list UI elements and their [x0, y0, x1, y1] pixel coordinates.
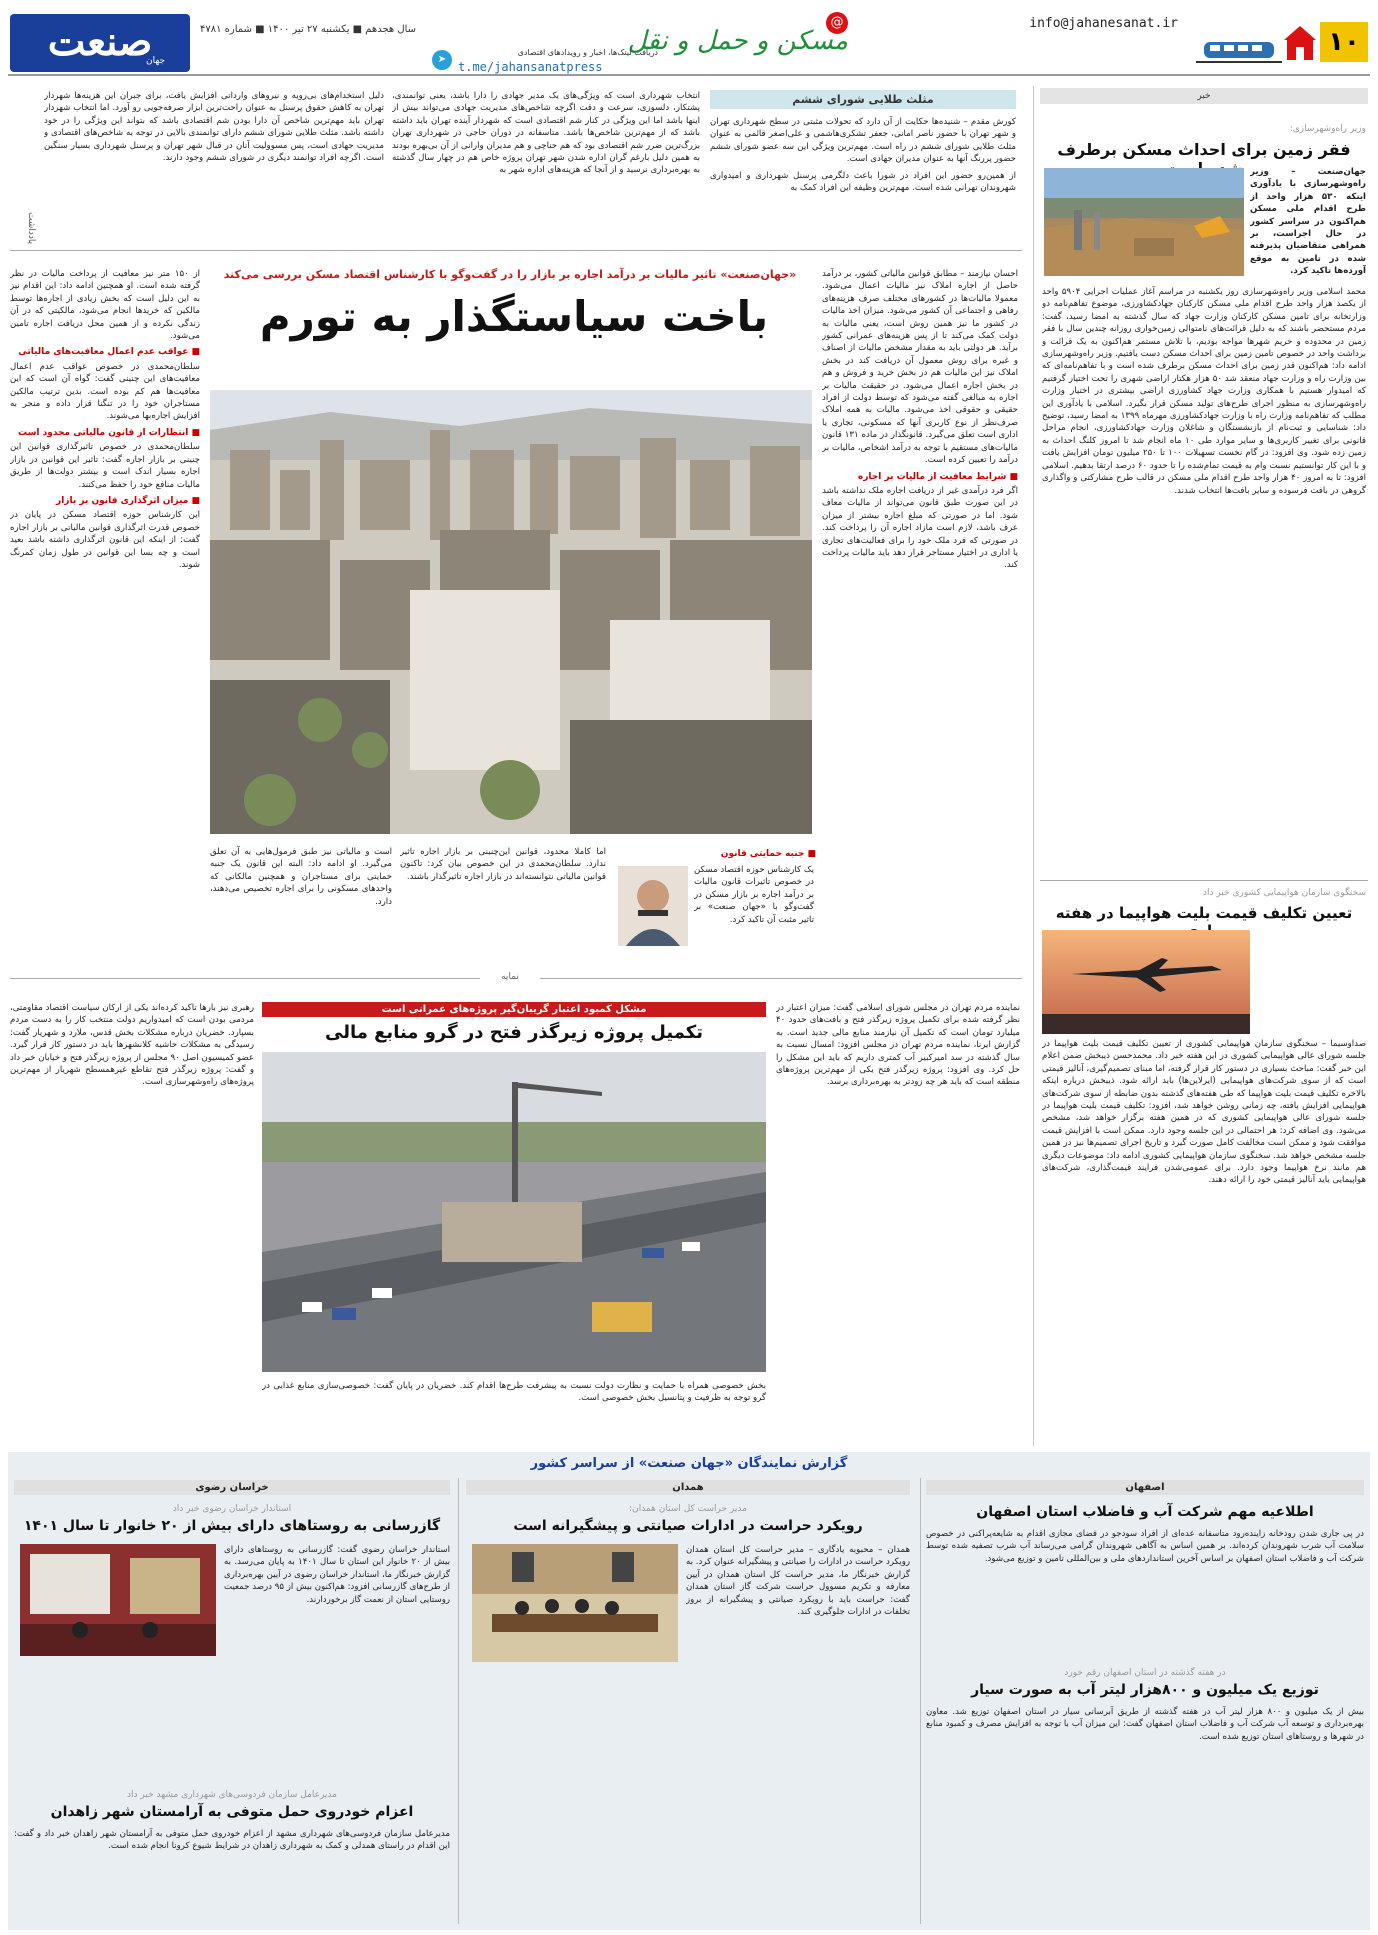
right-top-lead: جهان‌صنعت – وزیر راه‌وشهرسازی با یادآوری اینکه ۵۳۰ هزار واحد از طرح اقدام ملی مسکن هم‌اکنون در سراسر کشور در حال اجراست، بر همراهی متقاضیان پذیرفته شده در تامین به موقع آورده‌ها تاکید کرد. — [1250, 167, 1366, 277]
right-divider — [1040, 880, 1368, 881]
middle-bottom: بخش خصوصی همراه با حمایت و نظارت دولت نسبت به پیشرفت طرح‌ها اقدام کند. خضریان در پایان گفت: خصوصی‌سازی منابع غذایی در گرو توجه به ظرفیت و پتانسیل بخش خصوصی است. — [262, 1381, 766, 1404]
right-mid-text: صداوسیما – سخنگوی سازمان هواپیمایی کشوری از تعیین تکلیف قیمت بلیت هواپیما در جلسه شورای عالی هواپیمایی کشوری در این هفته خبر داد. محمدحسن ذیبخش ضمن اعلام این خبر گفت: مباحث بسیاری در دستور کار قرار گرفته، اما مبنای تصمیم‌گیری، آنالیز قیمتی است که از سوی شرکت‌های هواپیمایی (ایرلاین‌ها) باید ارائه شود. ذیبخش درباره اینکه بالاخره تکلیف قیمت بلیت هواپیما که طی هفته‌های گذشته بدون ضابطه از سوی شرکت‌های هواپیمایی افزایش یافته، چه زمانی روشن خواهد شد، افزود: تکلیف قیمت بلیت هواپیما در جلسه شورای عالی هواپیمایی کشوری که در همین هفته برگزار خواهد شد، مشخص می‌شود. وی اضافه کرد: هر احتمالی در این جلسه وجود دارد. ممکن است با افزایش قیمت موافقت شود و ممکن است مخالفت کامل صورت گیرد و تاریخ اجرای تصمیم‌ها نیز در همین جلسه مشخص خواهد شد. سخنگوی سازمان هواپیمایی کشوری ادامه داد: موضوعات دیگری هم مانند نرخ هواپیما وجود دارد. برای عمومی‌شدن فرایند قیمت‌گذاری، شرکت‌های هواپیمایی باید آنالیز قیمتی خود را ارائه دهند. — [1042, 1039, 1366, 1186]
ceremony-photo — [20, 1544, 216, 1656]
isfahan-tag: اصفهان — [926, 1480, 1364, 1495]
main-col-2-subhead-1: ■ عواقب عدم اعمال معافیت‌های مالیاتی — [10, 346, 200, 358]
isfahan-body-1: در پی جاری شدن رودخانه زاینده‌رود متاسفانه عده‌ای از افراد سودجو در فضای مجازی اقدام به شایعه‌پراکنی در خصوص سلامت آب شرب شهروندان کرده‌اند. بر همین اساس به آگاهی شهروندان گرامی می‌رساند آب شرب تصفیه شده توسط شرکت آب و فاضلاب استان اصفهان بر اساس آخرین استانداردهای ملی و بین‌المللی تامین و توزیع می‌شود. — [926, 1529, 1364, 1564]
main-col-2-para-d: این کارشناس حوزه اقتصاد مسکن در پایان در خصوص قدرت اثرگذاری قوانین مالیاتی بر بازار اجاره گفت: از اینکه این قانون اثرگذاری داشته باشد بعید است و چه بسا این قوانین در طول زمان کمرنگ شوند. — [10, 510, 200, 570]
editorial-side-tag: یادداشت — [26, 211, 36, 244]
isfahan-body-2: بیش از یک میلیون و ۸۰۰ هزار لیتر آب در هفته گذشته از طریق آبرسانی سیار در استان اصفهان توزیع شد. معاون بهره‌برداری و توسعه آب شرکت آب و فاضلاب استان اصفهان گفت: این میزان آب با توجه به افزایش مصرف و کمبود منابع در شهرها و روستاهای استان توزیع شده است. — [926, 1707, 1364, 1742]
hamedan-body: همدان – محبوبه یادگاری – مدیر حراست کل استان همدان رویکرد حراست در ادارات را صیانتی و پیشگیرانه عنوان کرد. به گزارش خبرنگار ما، مدیر حراست کل استان همدان در آیین معارفه و تکریم مسوول حراست شرکت گاز استان همدان گفت: حراست باید با رویکرد صیانتی و پیشگیرانه از بروز تخلفات در ادارات جلوگیری کند. — [686, 1545, 910, 1618]
main-story-tag: «جهان‌صنعت» تاثیر مالیات بر درآمد اجاره بر بازار را در گفت‌وگو با کارشناس اقتصاد مسکن بررسی می‌کند — [223, 268, 797, 281]
right-top-kicker: وزیر راه‌وشهرسازی: — [1289, 124, 1366, 134]
footer-rule-2 — [458, 1478, 459, 1924]
khorasan-headline-2: اعزام خودروی حمل متوفی به آرامستان شهر زاهدان — [50, 1804, 414, 1820]
isfahan-kicker: در هفته گذشته در استان اصفهان رقم خورد — [1064, 1668, 1226, 1678]
section-title: مسکن و حمل و نقل — [627, 26, 848, 56]
main-col-2-subhead-3: ■ میزان اثرگذاری قانون بر بازار — [10, 495, 200, 507]
main-col-1-para-b: اگر فرد درآمدی غیر از دریافت اجاره ملک نداشته باشد در این صورت طبق قانون می‌تواند از مالیات معاف شود. اما در صورتی که مبلغ اجاره بیشتر از میزان عرف باشد، لازم است مازاد اجاره آن را پرداخت کند. در صورتی که فرد ملک خود را برای فعالیت‌های تجاری یا اداری در اختیار مستاجر قرار دهد باید مالیات پرداخت کند. — [822, 485, 1018, 571]
main-col-2 — [10, 268, 200, 968]
main-bottom-2: است و مالیاتی نیز طبق فرمول‌هایی به آن تعلق می‌گیرد. او ادامه داد: البته این قانون یک جنبه حمایتی برای مستاجران و همچنین مالکانی که واحدهای مسکونی را برای اجاره تخصیص می‌دهند، دارد. — [210, 847, 392, 907]
main-col-1-subhead: ■ شرایط معافیت از مالیات بر اجاره — [822, 471, 1018, 483]
house-train-icon — [1196, 18, 1316, 68]
meeting-photo — [472, 1544, 678, 1662]
main-col-2-para-b: سلطان‌محمدی در خصوص عواقب عدم اعمال معافیت‌های این چنینی گفت: گواه آن است که این معافیت‌ها هم کم بوده است. بدین ترتیب مالکین مستاجران خود را در تنگنا قرار داده و منجر به افزایش اجاره‌بها می‌شوند. — [10, 361, 200, 422]
main-col-1 — [822, 268, 1018, 968]
hamedan-tag: همدان — [466, 1480, 910, 1495]
editorial-text-3: انتخاب شهرداری است که ویژگی‌های یک مدیر جهادی را دارا باشد، یعنی توانمندی، پشتکار، دلسوزی، سرعت و دقت اگرچه شاخص‌های مدیریت جهادی می‌تواند بیش از اینها باشد اما این ویژگی در کنار شم اقتصادی است که شهردار آینده تهران باید داشته باشد که از مهم‌ترین شاخص‌ها باشد. متاسفانه در دوران حاجی در شهرداری تهران بزرگ‌ترین ضرر شم اقتصادی بود که هم حناچی و هم مدیران وارانی از آن بی‌بهره بودند به همین دلیل بارغم گران اداره شدن شهر تهران پروژه خاص هم در چهار سال گذشته به بهره‌برداری نرسید و از آنجا که هزینه‌های اداره شهر به — [392, 91, 700, 176]
middle-redbar: مشکل کمبود اعتبار گریبان‌گیر پروژه‌های عمرانی است — [262, 1002, 766, 1017]
logo-text: صنعت — [47, 18, 153, 65]
right-top-headline: فقر زمین برای احداث مسکن برطرف — [1057, 140, 1351, 159]
editorial-box-title: مثلث طلایی شورای ششم — [710, 90, 1016, 109]
middle-right-col: نماینده مردم تهران در مجلس شورای اسلامی گفت: میزان اعتبار در نظر گرفته شده برای تکمیل پروژه زیرگذر فتح و بافت‌های حدود ۴۰ میلیارد تومان است که تکمیل آن نیازمند منابع مالی جدید است. به گزارش ایرنا، نماینده مردم تهران در مجلس افزود: امسال نسبت به سال گذشته در سد امیرکبیر آب کمتری داریم که باید این مشکل را حل کرد. وی افزود: پروژه زیرگذر فتح یکی از مهم‌ترین پروژه‌های منطقه است که باید هر چه زودتر به بهره‌برداری برسد. — [776, 1003, 1020, 1088]
khorasan-body-2: مدیرعامل سازمان فردوسی‌های شهرداری مشهد از اعزام خودروی حمل متوفی به آرامستان شهر زاهدان خبر داد و گفت: این اقدام در راستای همدلی و کمک به شهرداری زاهدان در شرایط شیوع کرونا انجام شده است. — [14, 1829, 450, 1852]
khorasan-kicker-2: مدیرعامل سازمان فردوسی‌های شهرداری مشهد خبر داد — [127, 1790, 337, 1800]
right-mid-headline: تعیین تکلیف قیمت بلیت هواپیما در هفته — [1055, 904, 1353, 922]
middle-left-col: رهبری نیز بارها تاکید کرده‌اند یکی از ارکان سیاست اقتصاد مقاومتی، مردمی بودن است که امیدواریم دولت منتخب کار را به دست مردم بسپارد. خضریان درباره مشکلات بخش قدس، ملارد و شهریار گفت: رسیدگی به مشکلات حاشیه کلانشهرها باید در دستور کار قرار گیرد. عضو کمیسیون اصل ۹۰ مجلس از پروژه زیرگذر فتح و خیابان خبر داد و گفت: پروژه زیرگذر فتح تقاطع غیرهمسطح شهریار از مهم‌ترین پروژه‌های راه‌وشهرسازی است. — [10, 1003, 254, 1088]
main-story-headline: باخت سیاستگذار به تورم — [259, 292, 769, 341]
interview-text: یک کارشناس حوزه اقتصاد مسکن در خصوص تاثیرات قانون مالیات بر درآمد اجاره بر بازار مسکن در گفت‌وگو با «جهان صنعت» بر تاثیر مثبت آن تاکید کرد. — [694, 865, 814, 925]
email-address[interactable]: info@jahanesanat.ir — [1029, 16, 1178, 31]
expert-portrait — [618, 866, 688, 946]
interview-box — [616, 846, 816, 970]
footer-title: گزارش نمایندگان «جهان صنعت» از سراسر کشور — [530, 1456, 848, 1471]
editorial-para-1: کورش مقدم – شنیده‌ها حکایت از آن دارد که تحولات مثبتی در سطح شهرداری تهران و شهر تهران با حضور ناصر امانی، جعفر تشکری‌هاشمی و علی‌اصغر قائمی به عنوان مثلث طلایی شورای ششم در راه است. مهم‌ترین ویژگی این سه عضو شورای ششم حضور پررنگ آنها به عنوان مدیران جهادی است. — [710, 117, 1016, 165]
editorial-divider — [10, 250, 1022, 251]
telegram-caption: دریافت لینک‌ها، اخبار و رویدادهای اقتصادی — [517, 48, 658, 57]
right-top-body: محمد اسلامی وزیر راه‌وشهرسازی روز یکشنبه در مراسم آغاز عملیات اجرایی ۵۹۰۴ واحد از یکصد هزار واحد طرح اقدام ملی مسکن کارکنان جهادکشاورزی، موضوع تفاهم‌نامه دو وزارتخانه برای تامین مسکن کارکنان وزارت جهاد که سال گذشته به امضا رسید، گفت: مردم مستحضر باشند که به دلیل قرائت‌های نامتوالی زمین‌خواری روزانه چندین سال با فقر زمین در محدوده و حریم شهرها مواجه بودیم، با تلاش مستمر هم‌اکنون به یک قرائت و برداشت واحد در خصوص تامین زمین برای احداث مسکن دست یافتیم. وزیر راه‌وشهرسازی ادامه داد: هم‌اکنون قدر زمین برای احداث مسکن برطرف شده است و با تفاهم‌نامه‌ای که بین وزارت راه و وزارت جهاد منعقد شد ۵۰ هزار هکتار اراضی شهری را تحت اختیار گرفتیم که امیدوار هستیم با همکاری وزارت جهاد کشاورزی اراضی بیشتری در اختیار وزارت راه‌وشهرسازی به منظور اجرای طرح‌های تولید مسکن قرار بگیرد. اسلامی با یادآوری این مطلب که تفاهم‌نامه وزارت راه با وزارت جهادکشاورزی مهرماه ۱۳۹۹ به امضا رسید، توضیح داد: شناسایی و ثبت‌نام از بازنشستگان و شاغلان وزارت جهادکشاورزی، انجام مراحل قانونی برای تغییر کاربری‌ها و سایر موارد طی ۱۰ ماه انجام شد تا امروز کلنگ احداث به زمین زده شود. وی افزود: در گام نخست تسهیلات ۱۰۰ تا ۲۵۰ میلیون تومان افزایش یافت و با این کار توانستیم نسبت وام به قیمت تمام‌شده را تا حدود ۶۰ درصد ارتقا بدهیم. اسلامی افزود: تا به امروز ۴۰ هزار واحد طرح اقدام ملی مسکن در قالب طرح مشارکتی و واگذاری گروهی در بافت فرسوده و سایر بافت‌ها انتخاب شدند. — [1042, 287, 1366, 496]
editorial-para-2: از همین‌رو حضور این افراد در شورا باعث دلگرمی پرسنل شهرداری و امیدواری شهروندان تهرانی شده است. مهم‌ترین وظیفه این افراد کمک به — [710, 170, 1016, 194]
right-mid-body — [1256, 930, 1366, 1034]
editorial-text-4: دلیل استخدام‌های بی‌رویه و نیروهای وارداتی افزایش یافت، برای جبران این هزینه‌ها شهردار تهران به کاهش حقوق پرسنل به عنوان راحت‌ترین ابزار صرفه‌جویی رو آورد. اما انتخاب شهردار تهران باید مهم‌ترین شاخص آن دارا بودن شم اقتصادی باشد که بتواند این ویژگی را در خود داشته باشد. مثلث طلایی شورای ششم دارای توانمندی بالایی در توجه به شاخص‌های اقتصادی و مدیریت جهادی است، پس مسوولیت آنان در قبال شهر تهران و پرسنل شهرداری بسیار سنگین است. اگرچه افراد توانمند دیگری در شورای ششم وجود دارند. — [44, 91, 384, 164]
khorasan-tag: خراسان رضوی — [14, 1480, 450, 1495]
logo-subtitle: جهان — [146, 56, 166, 66]
telegram-link[interactable]: t.me/jahansanatpress — [458, 60, 603, 74]
isfahan-headline-1: اطلاعیه مهم شرکت آب و فاضلاب استان اصفهان — [976, 1504, 1314, 1520]
telegram-icon: ➤ — [432, 50, 452, 70]
header-rule — [8, 74, 1370, 76]
editorial-text-1 — [710, 116, 1016, 244]
highway-construction-photo — [262, 1052, 766, 1372]
hamedan-headline: رویکرد حراست در ادارات صیانتی و پیشگیرانه است — [513, 1518, 863, 1534]
hamedan-body-lower — [472, 1668, 678, 1920]
page-number: ۱۰ — [1320, 22, 1368, 62]
right-news-label: خبر — [1040, 88, 1368, 104]
main-col-2-para: از ۱۵۰ متر نیز معافیت از پرداخت مالیات در نظر گرفته شده است. او همچنین ادامه داد: این اقدام نیز به این دلیل است که بخش زیادی از اجاره‌ها توسط مالکین که خریدها انجام می‌شود، مالکیتی که در آن زندگی نکرده و از همین محل دریافت اجاره تامین می‌شود. — [10, 269, 200, 342]
email-icon: @ — [826, 12, 848, 34]
hamedan-kicker: مدیر حراست کل استان همدان: — [629, 1504, 747, 1514]
right-mid-kicker: سخنگوی سازمان هواپیمایی کشوری خبر داد — [1202, 888, 1366, 898]
main-bottom-1: اما کاملا محدود، قوانین این‌چنینی بر بازار اجاره تاثیر ندارد. سلطان‌محمدی در این خصوص بیان کرد: تاکنون قوانین مالیاتی نتوانسته‌اند در بازار اجاره تاثیرگذار باشند. — [400, 847, 606, 882]
middle-tag: نمایه — [480, 972, 540, 982]
main-col-2-para-c: سلطان‌محمدی در خصوص تاثیرگذاری قوانین این چنینی بر بازار اجاره گفت: تاثیر این قوانین در بازار اجاره بسیار اندک است و بیشتر دولت‌ها از طریق مالیات منافع خود را حفظ می‌کنند. — [10, 442, 200, 490]
khorasan-headline-1: گازرسانی به روستاهای دارای بیش از ۲۰ خانوار تا سال ۱۴۰۱ — [23, 1518, 441, 1534]
middle-headline: تکمیل پروژه زیرگذر فتح در گرو منابع مالی — [325, 1022, 703, 1043]
right-column-rule — [1033, 86, 1034, 1446]
isfahan-headline-2: توزیع یک میلیون و ۸۰۰هزار لیتر آب به صورت سیار — [971, 1682, 1319, 1698]
tehran-skyline-photo — [210, 390, 812, 834]
khorasan-body-1: استاندار خراسان رضوی گفت: گازرسانی به روستاهای دارای بیش از ۲۰ خانوار این استان تا سال ۱۴۰۱ به پایان می‌رسد. به گزارش خبرنگار ما، استاندار خراسان رضوی در آیین بهره‌برداری از طرح‌های گازرسانی افزود: هم‌اکنون بیش از ۹۵ درصد جمعیت روستایی استان از نعمت گاز برخوردارند. — [224, 1545, 450, 1605]
main-col-1-para: احسان نیازمند – مطابق قوانین مالیاتی کشور، بر درآمد حاصل از اجاره املاک نیز مالیات اعمال می‌شود. معمولا مالیات‌ها در کشورهای مختلف صرف هزینه‌های رفاهی و اجتماعی آن کشور می‌شود. میزان اخذ مالیات در کشور ما نیز همین روش است، یعنی مالیات به دولت کمک می‌کند تا از پس هزینه‌های عمرانی کشور برآید. هر دولتی باید به مقدار مشخص مالیات از اصناف و غیره برای روش معمول آن دریافت کند در بخش املاک نیز این مالیات هم در بخش خرید و فروش و هم در بخش اجاره اعمال می‌شود. در حقیقت مالیات بر اجاره به مبالغی گفته می‌شود که توسط دولت از افراد حقیقی و حقوقی اخذ می‌شود. مالیات به همه املاک صرف‌نظر از نوع کاربری آنها که مسکونی، تجاری یا اداری است تعلق می‌گیرد. قانونگذار در ماده ۱۳۱ قانون مالیات‌های مستقیم با توجه به درآمد اشخاص، مالیات بر درآمد را تعیین کرده است. — [822, 269, 1018, 466]
khorasan-kicker: استاندار خراسان رضوی خبر داد — [172, 1504, 292, 1514]
airplane-photo — [1042, 930, 1250, 1034]
footer-rule-1 — [920, 1478, 921, 1924]
main-col-2-subhead-2: ■ انتظارات از قانون مالیاتی محدود است — [10, 427, 200, 439]
interview-caption: ■ جنبه حمایتی قانون — [616, 849, 816, 859]
construction-photo — [1044, 168, 1244, 276]
issue-info: سال هجدهم ■ یکشنبه ۲۷ تیر ۱۴۰۰ ■ شماره ۴۷۸۱ — [200, 24, 417, 35]
